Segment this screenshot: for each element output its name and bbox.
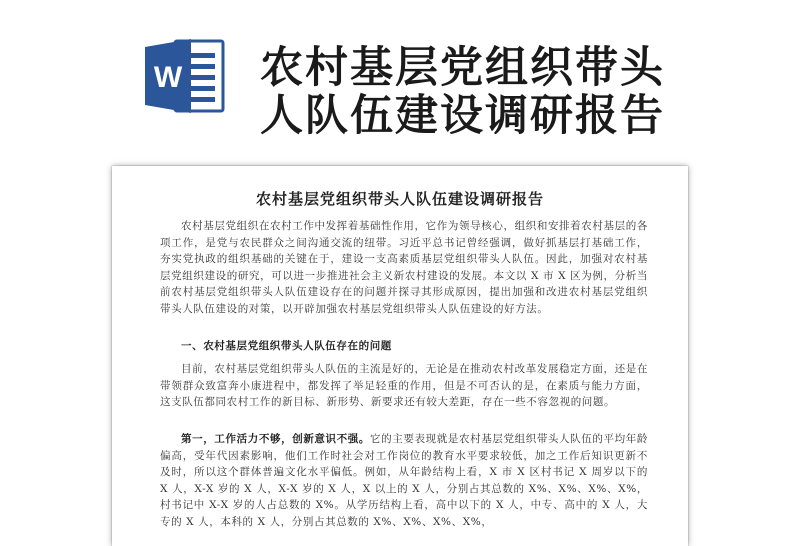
point-one-lead: 第一，工作活力不够，创新意识不强。: [181, 433, 371, 445]
document-page-preview: [112, 166, 688, 546]
section-heading: 一、农村基层党组织带头人队伍存在的问题: [181, 340, 392, 352]
intro-paragraph: 农村基层党组织在农村工作中发挥着基础性作用，它作为领导核心，组织和安排着农村基层的各项工作，是党与农民群众之间沟通交流的纽带。习近平总书记曾经强调，做好抓基层打基础工作，夯实党执政的组织基础的关键在于，建设一支高素质基层党组织带头人队伍。因此，加强对农村基层党组织建设的研究，可以进一步推进社会主义新农村建设的发展。本文以 X 市 X 区为例，分析当前农村基层党组织带头人队伍建设存在的问题并探寻其形成原因，提出加强和改进农村基层党组织带头人队伍建设的对策，以开辟加强农村基层党组织带头人队伍建设的好方法。: [160, 220, 648, 315]
document-title: 农村基层党组织带头人队伍建设调研报告: [255, 190, 544, 208]
banner-title-line-2: 人队伍建设调研报告: [260, 91, 665, 141]
word-icon-letter: W: [153, 61, 183, 94]
banner-title-line-1: 农村基层党组织带头: [260, 43, 665, 93]
point-one-paragraph: [160, 431, 648, 531]
header-banner: [0, 0, 800, 160]
word-document-icon: [145, 37, 225, 115]
section-intro-paragraph: 目前，农村基层党组织带头人队伍的主流是好的，无论是在推动农村改革发展稳定方面，还是在带领群众致富奔小康进程中，都发挥了举足轻重的作用，但是不可否认的是，在素质与能力方面，这支队伍都同农村工作的新目标、新形势、新要求还有较大差距，存在一些不容忽视的问题。: [160, 363, 648, 409]
point-one-body: 它的主要表现就是农村基层党组织带头人队伍的平均年龄偏高，受年代因素影响，他们工作时社会对工作岗位的教育水平要求较低，加之工作后知识更新不及时，所以这个群体普遍文化水平偏低。例如，从年龄结构上看，X 市 X 区村书记 X 周岁以下的 X 人，X-X 岁的 X 人，X-X 岁的 X 人，X 以上的 X 人，分别占其总数的 X%、X%、X%、X%，村书记中 X-X 岁的人占总数的 X%。从学历结构上看，高中以下的 X 人，中专、高中的 X 人，大专的 X 人，本科的 X 人，分别占其总数的 X%、X%、X%、X%，: [160, 433, 648, 528]
